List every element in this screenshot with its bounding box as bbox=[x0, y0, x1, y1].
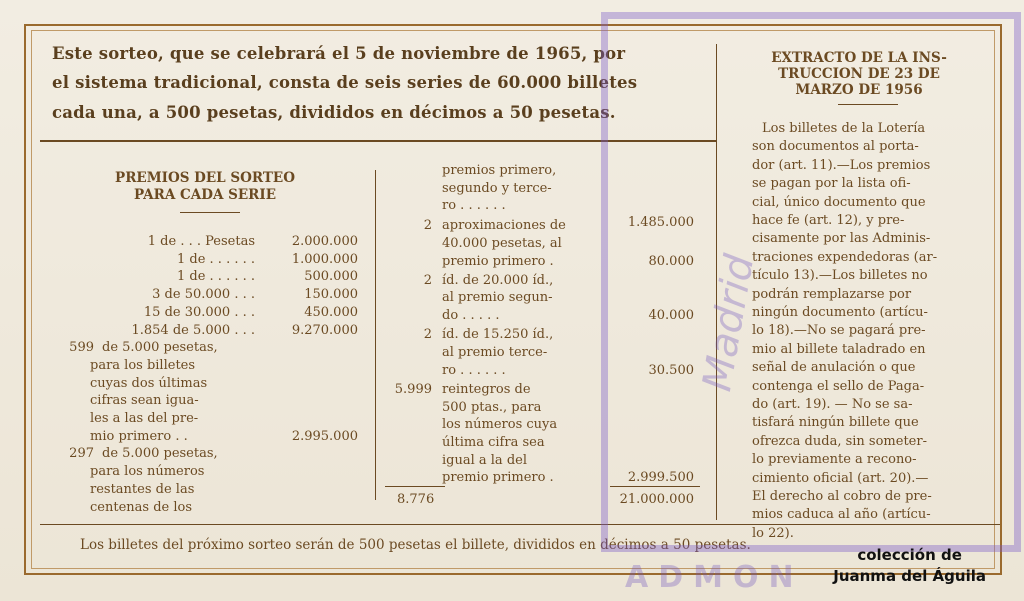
prize-row-label: 3 de 50.000 . . . bbox=[152, 287, 255, 303]
prize-block-line: 500 ptas., para bbox=[442, 399, 542, 415]
prize-block-amount: 40.000 bbox=[648, 308, 694, 324]
administration-stamp bbox=[601, 12, 1021, 552]
prize-row-label: 1 de . . . . . . bbox=[176, 269, 255, 285]
extract-line: mios caduca al año (artícu- bbox=[752, 507, 931, 523]
extract-line: tisfará ningún billete que bbox=[752, 415, 919, 431]
prize-block-line: restantes de las bbox=[90, 481, 195, 497]
extract-line: El derecho al cobro de pre- bbox=[752, 489, 932, 504]
extract-line: ningún documento (artícu- bbox=[752, 305, 928, 320]
prize-row-label: 15 de 30.000 . . . bbox=[143, 304, 255, 320]
prize-block-line: premio primero . bbox=[442, 253, 554, 269]
prize-block-count: 2 bbox=[423, 327, 432, 343]
prize-block-line: cuyas dos últimas bbox=[90, 375, 208, 391]
prize-block-line: de 5.000 pesetas, bbox=[102, 446, 218, 462]
prize-block-line: última cifra sea bbox=[442, 435, 545, 450]
extract-heading-2: TRUCCION DE 23 DE bbox=[778, 66, 940, 82]
prize-block-line: 40.000 pesetas, al bbox=[442, 235, 562, 251]
extract-line: lo 18).—No se pagará pre- bbox=[752, 323, 926, 339]
prize-block-count: 599 bbox=[69, 340, 94, 356]
prize-block-amount: 1.485.000 bbox=[627, 214, 694, 230]
total-count: 8.776 bbox=[397, 492, 435, 507]
extract-line: dor (art. 11).—Los premios bbox=[752, 157, 931, 173]
extract-line: do (art. 19). — No se sa- bbox=[752, 397, 913, 412]
extract-line: hace fe (art. 12), y pre- bbox=[752, 213, 905, 228]
extract-line: podrán remplazarse por bbox=[752, 286, 912, 302]
extract-line: cial, único documento que bbox=[752, 194, 926, 210]
extract-line: señal de anulación o que bbox=[752, 360, 916, 376]
prize-block-line: los números cuya bbox=[442, 417, 558, 433]
column-divider bbox=[375, 170, 376, 500]
collection-watermark bbox=[833, 545, 986, 587]
intro-line-3: cada una, a 500 pesetas, divididos en décimos a 50 pesetas. bbox=[52, 103, 616, 122]
prize-row-amount: 450.000 bbox=[304, 304, 358, 320]
prize-block-line: ro . . . . . . bbox=[442, 198, 506, 214]
prize-block-count: 5.999 bbox=[394, 381, 432, 397]
prize-row-label: 1 de . . . Pesetas bbox=[147, 234, 255, 249]
prize-block-amount: 30.500 bbox=[648, 362, 694, 378]
extract-line: tículo 13).—Los billetes no bbox=[752, 268, 928, 284]
prize-block-count: 2 bbox=[423, 218, 432, 234]
prize-row-amount: 2.000.000 bbox=[291, 234, 358, 249]
stamp-admon-text: ADMON bbox=[625, 560, 804, 595]
extract-line: lo 22). bbox=[752, 525, 794, 541]
prize-block-line: segundo y terce- bbox=[442, 180, 552, 196]
prize-row-amount: 9.270.000 bbox=[291, 322, 358, 338]
prize-block-count: 297 bbox=[69, 446, 94, 462]
extract-line: traciones expendedoras (ar- bbox=[752, 249, 938, 265]
watermark-line-2: Juanma del Águila bbox=[833, 567, 986, 585]
prize-block-line: premio primero . bbox=[442, 470, 554, 486]
prize-block-line: íd. de 20.000 íd., bbox=[442, 272, 554, 288]
prize-block-line: de 5.000 pesetas, bbox=[102, 340, 218, 356]
prize-row-label: 1.854 de 5.000 . . . bbox=[131, 322, 255, 338]
prize-block-line: ro . . . . . . bbox=[442, 362, 506, 378]
prize-block-line: do . . . . . bbox=[442, 308, 500, 324]
prize-block-line: al premio terce- bbox=[442, 345, 548, 360]
prize-row-label: 1 de . . . . . . bbox=[176, 251, 255, 267]
watermark-line-1: colección de bbox=[857, 546, 962, 564]
prize-block-line: aproximaciones de bbox=[442, 218, 566, 234]
prize-block-line: igual a la del bbox=[442, 452, 527, 468]
extract-line: son documentos al porta- bbox=[752, 139, 919, 155]
extract-line: Los billetes de la Lotería bbox=[762, 121, 926, 136]
prize-block-line: reintegros de bbox=[442, 381, 531, 397]
extract-line: cisamente por las Adminis- bbox=[752, 231, 931, 247]
heading-rule bbox=[180, 212, 240, 213]
prize-block-line: premios primero, bbox=[442, 163, 557, 178]
extract-line: ofrezca duda, sin someter- bbox=[752, 433, 927, 449]
prizes-heading-1: PREMIOS DEL SORTEO bbox=[115, 170, 295, 186]
prize-block-amount: 80.000 bbox=[648, 253, 694, 269]
prize-block-line: centenas de los bbox=[90, 499, 192, 515]
intro-line-1: Este sorteo, que se celebrará el 5 de noviembre de 1965, por bbox=[52, 44, 626, 63]
extract-line: cimiento oficial (art. 20).— bbox=[752, 470, 929, 486]
count-total-rule bbox=[385, 486, 445, 487]
prize-row-amount: 500.000 bbox=[304, 269, 358, 285]
prize-block-line: para los billetes bbox=[90, 357, 196, 373]
prize-block-line: cifras sean igua- bbox=[90, 393, 199, 409]
total-amount: 21.000.000 bbox=[619, 492, 694, 507]
prize-block-amount: 2.999.500 bbox=[627, 470, 694, 486]
extract-heading-3: MARZO DE 1956 bbox=[795, 82, 923, 98]
stamp-signature: Madrid bbox=[694, 251, 764, 395]
intro-line-2: el sistema tradicional, consta de seis series de 60.000 billetes bbox=[52, 73, 638, 92]
extract-line: lo previamente a recono- bbox=[752, 452, 917, 468]
extract-line: se pagan por la lista ofi- bbox=[752, 176, 911, 192]
prize-block-line: al premio segun- bbox=[442, 290, 553, 306]
prize-block-amount: 2.995.000 bbox=[291, 428, 358, 444]
footer-note: Los billetes del próximo sorteo serán de 500 pesetas el billete, divididos en décimos a 50 pesetas. bbox=[80, 537, 751, 553]
extract-line: contenga el sello de Paga- bbox=[752, 378, 925, 394]
prize-block-line: les a las del pre- bbox=[90, 411, 199, 426]
prize-block-line: mio primero . . bbox=[90, 428, 188, 444]
prize-block-line: íd. de 15.250 íd., bbox=[442, 327, 554, 343]
extract-heading-1: EXTRACTO DE LA INS- bbox=[771, 50, 947, 66]
prizes-heading-2: PARA CADA SERIE bbox=[133, 187, 276, 203]
extract-line: mio al billete taladrado en bbox=[752, 341, 926, 357]
prize-row-amount: 1.000.000 bbox=[291, 251, 358, 267]
prize-block-line: para los números bbox=[90, 464, 205, 480]
prize-block-count: 2 bbox=[423, 272, 432, 288]
prize-row-amount: 150.000 bbox=[304, 287, 358, 303]
